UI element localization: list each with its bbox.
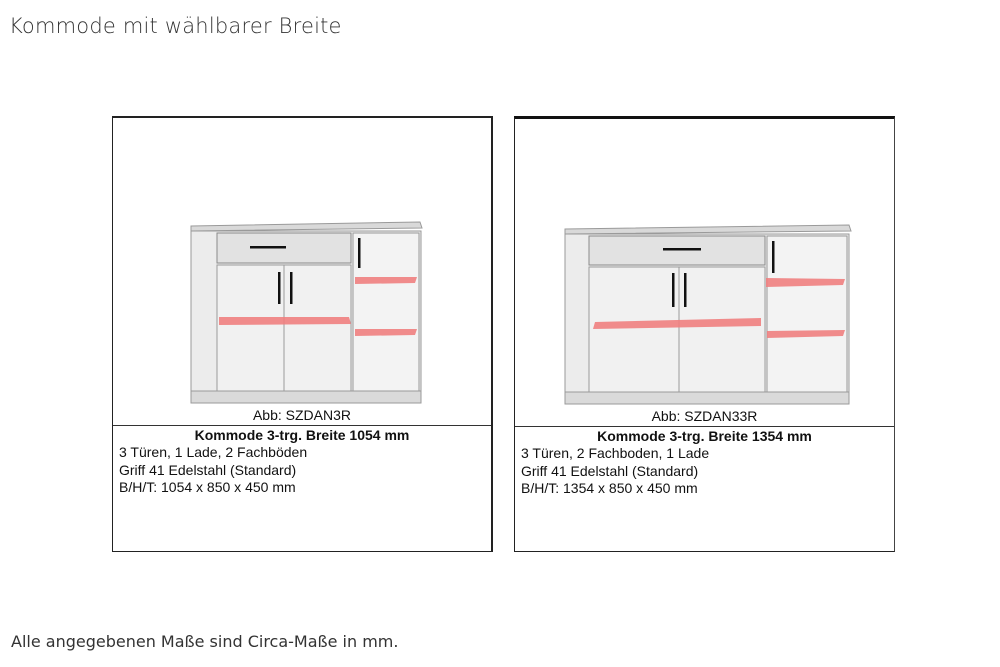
product-name-1: Kommode 3-trg. Breite 1054 mm	[194, 427, 410, 443]
product-card-2	[514, 116, 895, 552]
product-image-1	[113, 118, 491, 426]
cabinet-illustration-2	[515, 119, 894, 426]
product-detail-dimensions: B/H/T: 1354 x 850 x 450 mm	[521, 480, 698, 496]
image-caption-1: Abb: SZDAN3R	[252, 407, 352, 423]
cabinet-illustration-1	[113, 118, 492, 425]
product-detail-handle: Griff 41 Edelstahl (Standard)	[119, 461, 297, 478]
product-info-1	[119, 427, 485, 497]
product-info-2	[521, 428, 888, 498]
product-image-2	[515, 119, 894, 427]
product-detail-handle: Griff 41 Edelstahl (Standard)	[521, 462, 699, 479]
page-title: Kommode mit wählbarer Breite	[9, 14, 342, 38]
image-caption-2: Abb: SZDAN33R	[651, 408, 758, 424]
product-card-1	[112, 116, 493, 552]
product-detail-doors: 3 Türen, 1 Lade, 2 Fachböden	[119, 444, 308, 460]
product-detail-dimensions: B/H/T: 1054 x 850 x 450 mm	[119, 479, 296, 495]
product-name-2: Kommode 3-trg. Breite 1354 mm	[597, 428, 812, 444]
measurement-footnote: Alle angegebenen Maße sind Circa-Maße in mm.	[11, 632, 399, 651]
product-detail-doors: 3 Türen, 2 Fachboden, 1 Lade	[521, 445, 710, 461]
